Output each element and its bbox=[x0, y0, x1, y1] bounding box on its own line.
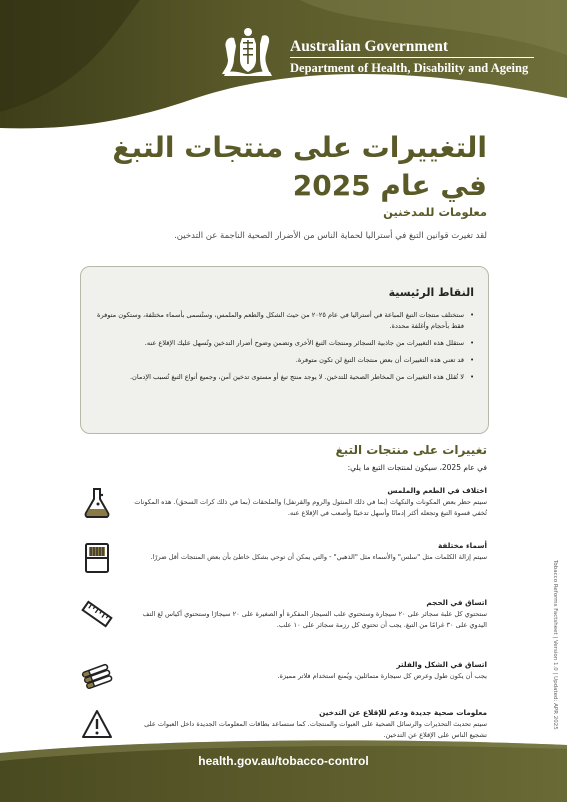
document-version-note: Tobacco Reforms Factsheet | Version 1.0 | Updated: APR 2025 bbox=[552, 560, 558, 730]
change-item-title: أسماء مختلفة bbox=[438, 541, 487, 550]
coat-of-arms-icon bbox=[214, 24, 282, 78]
key-point: • ستختلف منتجات التبغ المباعة في أستراليا في عام ٢٠٢٥ من حيث الشكل والطعم والملمس، وستُسمى بأسماء مختلفة، وستكون متوفرة فقط بأحجام وأغلفة محددة. bbox=[88, 310, 474, 332]
change-item-taste bbox=[80, 485, 487, 533]
key-points-list bbox=[88, 310, 474, 389]
change-item-body: يجب أن يكون طول وعرض كل سيجارة متماثلين، ويُمنع استخدام فلاتر مميزة. bbox=[277, 672, 487, 680]
change-item-body: ستحتوي كل علبة سجائر على ٢٠ سيجارة وستحتوي علب السيجار المفكرة أو الصغيرة على ٢٠ سيجارًا وستحتوي أكياس لغ التف اليدوي على ٣٠ غرامًا من التبغ. يجب أن تحتوي كل رزمة سجائر على ١٠ علب. bbox=[142, 610, 487, 629]
change-item-title: معلومات صحية جديدة ودعم للإقلاع عن التدخين bbox=[319, 708, 487, 717]
department-name: Department of Health, Disability and Ageing bbox=[290, 61, 529, 75]
key-point: • قد تعني هذه التغييرات أن بعض منتجات التبغ لن تكون متوفرة. bbox=[88, 355, 474, 366]
cigarette-pack-icon bbox=[80, 540, 114, 574]
key-point: • ستقلل هذه التغييرات من جاذبية السجائر ومنتجات التبغ الأخرى وتضمن وضوح أضرار التدخين وتُسهل عليك الإقلاع عنه. bbox=[88, 338, 474, 349]
key-point: • لا تُقلل هذه التغييرات من المخاطر الصحية للتدخين. لا يوجد منتج تبغ أو مستوى تدخين آمن، وجميع أنواع التبغ تُسبب الإدمان. bbox=[88, 372, 474, 383]
change-item-names bbox=[80, 540, 487, 588]
change-item-body: سيتم حظر بعض المكونات والنكهات (بما في ذلك المنثول والروم والقرنفل) والملحقات (بما في ذلك كرات السحق). هذه المكونات تُخفي قسوة التبغ وتجعله أكثر إدمانًا وأسهل تدخينًا وأصعب في الإقلاع عنه. bbox=[134, 498, 487, 517]
change-item-body: سيتم إزالة الكلمات مثل "سلس" والأسماء مثل "الذهبي" - والتي يمكن أن توحي بشكل خاطئ بأن بعض المنتجات أقل ضررًا. bbox=[150, 553, 487, 561]
government-branding bbox=[214, 24, 534, 84]
intro-text: لقد تغيرت قوانين التبغ في أستراليا لحماية الناس من الأضرار الصحية الناجمة عن التدخين. bbox=[174, 231, 487, 241]
page-title-line-2: في عام 2025 bbox=[292, 169, 487, 202]
change-item-title: اختلاف في الطعم والملمس bbox=[387, 486, 487, 495]
header-divider bbox=[290, 57, 534, 58]
change-item-title: اتساق في الحجم bbox=[426, 598, 487, 607]
key-points-title: النقاط الرئيسية bbox=[388, 286, 474, 299]
change-item-body: سيتم تحديث التحذيرات والرسائل الصحية على العبوات والمنتجات. كما ستساعد بطاقات المعلومات الجديدة داخل العبوات على تشجيع الناس على الإقلاع عن التدخين. bbox=[144, 720, 487, 739]
change-item-title: اتساق في الشكل والفلتر bbox=[396, 660, 487, 669]
flask-icon bbox=[80, 485, 114, 519]
cigarettes-icon bbox=[80, 659, 114, 693]
changes-section-intro: في عام 2025، سيكون لمنتجات التبغ ما يلي: bbox=[347, 463, 487, 472]
page-title bbox=[112, 129, 487, 205]
change-item-shape bbox=[80, 659, 487, 699]
ruler-icon bbox=[80, 597, 114, 631]
change-item-size bbox=[80, 597, 487, 647]
page-subtitle: معلومات للمدخنين bbox=[383, 205, 487, 219]
key-points-box bbox=[80, 266, 489, 434]
government-name: Australian Government bbox=[290, 38, 449, 55]
page-title-line-1: التغييرات على منتجات التبغ bbox=[112, 131, 487, 164]
footer-link[interactable]: health.gov.au/tobacco-control bbox=[198, 754, 369, 768]
changes-section-title: تغييرات على منتجات التبغ bbox=[335, 443, 487, 457]
footer-banner bbox=[0, 735, 567, 802]
